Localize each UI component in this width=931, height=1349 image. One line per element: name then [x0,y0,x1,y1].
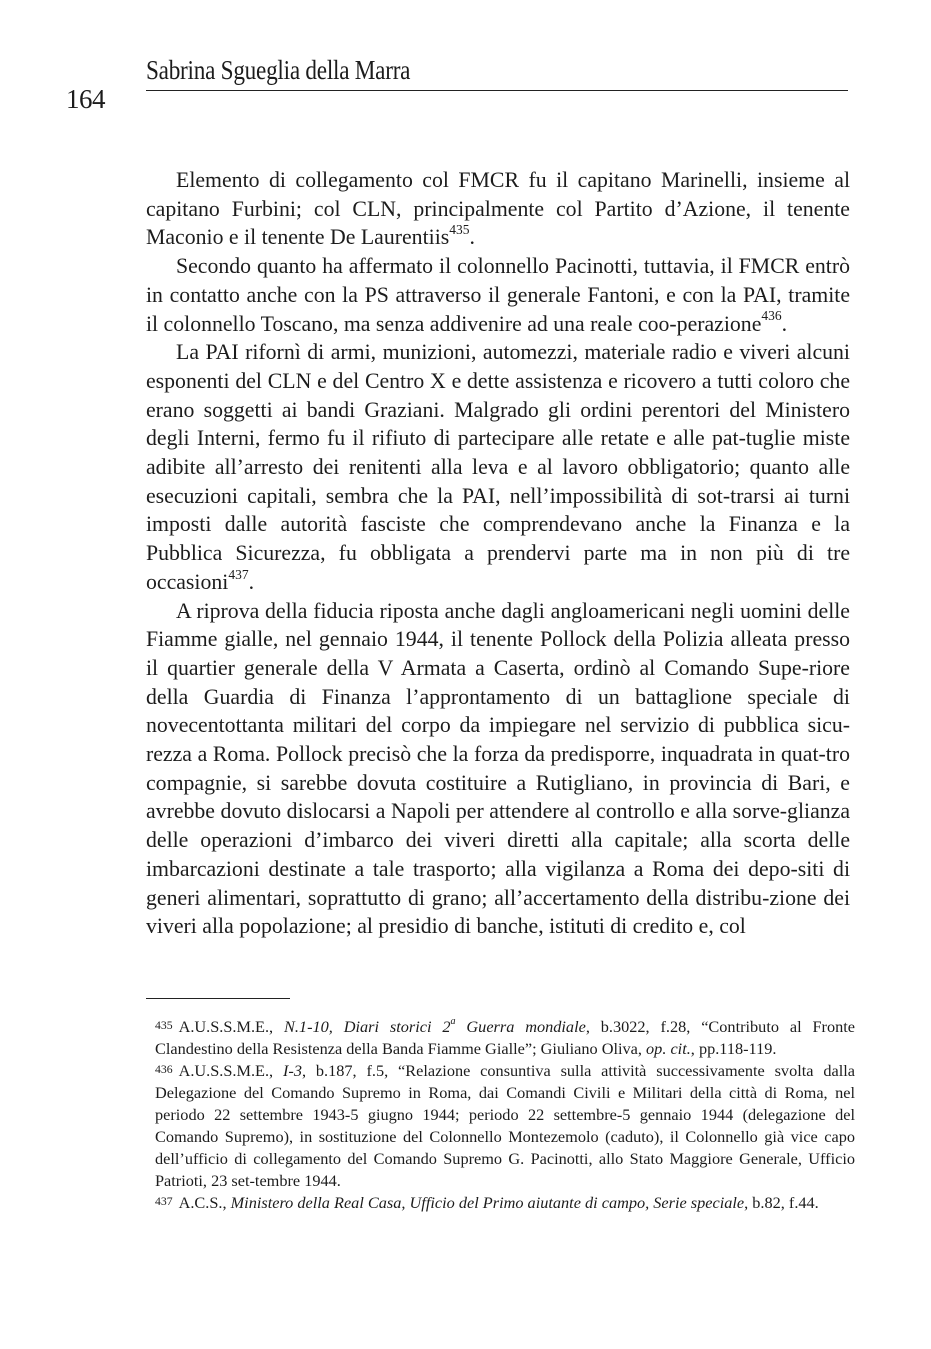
footnote-number: 435 [155,1019,173,1032]
footnote-ref: 437 [228,566,249,582]
paragraph [146,166,850,252]
header-rule [146,90,848,91]
paragraph-text: Elemento di collegamento col FMCR fu il capitano Marinelli, insieme al capitano Furbini; col CLN, principalmente col Partito d’Azione, il tenente Maconio e il tenente De Laurentiis [146,168,850,250]
footnote-text: , b.82, f.44. [744,1193,819,1212]
footnote-ref: 436 [761,308,782,324]
running-header: Sabrina Sgueglia della Marra [146,55,411,85]
footnote-436 [155,1060,855,1192]
paragraph-tail: . [781,311,788,336]
footnote-text: , pp.118-119. [690,1039,777,1058]
paragraph [146,597,850,941]
footnote-text: , b.187, f.5, “Relazione consuntiva sulla attività successivamente svolta dalla Delegazione del Comando Supremo in Roma, dai Comandi Civili e Militari della città di Roma, nel periodo 22 settembre 1943-5 giugno 1944; periodo 22 settembre-5 gennaio 1944 (delegazione del Comando Supremo), in sostituzione del Colonnello Montezemolo (caduto), il Colonnello già vice capo dell’ufficio di collegamento del Comando Supremo G. Pacinotti, allo Stato Maggiore Generale, Ufficio Patrioti, 23 set-tembre 1944. [155,1061,855,1190]
footnote-text: N.1-10, Diari storici 2 [284,1017,451,1036]
paragraph-tail: . [248,569,255,594]
footnote-text: A.U.S.S.M.E., [178,1061,283,1080]
paragraph [146,338,850,596]
footnote-ref: 435 [449,222,470,238]
page-number: 164 [66,84,105,114]
footnote-text: A.U.S.S.M.E., [178,1017,284,1036]
footnote-number: 436 [155,1063,173,1076]
footnote-text: I-3 [282,1061,302,1080]
footnotes [155,1016,855,1214]
footnote-435 [155,1016,855,1060]
footnote-number: 437 [155,1195,173,1208]
footnote-text: , b.3022, f.28, “Contributo al Fronte Clandestino della Resistenza della Banda Fiamme Gialle”; Giuliano Oliva, [155,1017,855,1058]
footnote-text: A.C.S., [178,1193,231,1212]
paragraph-text: La PAI rifornì di armi, munizioni, automezzi, materiale radio e viveri alcuni esponenti del CLN e del Centro X e dette assistenza e ricovero a tutti coloro che erano soggetti ai bandi Graziani. Malgrado gli ordini perentori del Ministero degli Interni, fermo fu il rifiuto di partecipare alle retate e alle pat-tuglie miste adibite all’arresto dei renitenti alla leva e al lavoro obbligatorio; quanto alle esecuzioni capitali, sembra che la PAI, nell’impossibilità di sot-trarsi ai turni imposti dalle autorità fasciste che comprendevano anche la Finanza e la Pubblica Sicurezza, fu obbligata a prendervi parte ma in non più di tre occasioni [146,340,850,594]
footnote-437 [155,1192,855,1214]
paragraph-tail: . [469,225,475,250]
footnote-text: op. cit. [646,1039,691,1058]
main-text [146,166,850,941]
footnote-text: a [450,1016,456,1028]
paragraph-text: A riprova della fiducia riposta anche dagli angloamericani negli uomini delle Fiamme gialle, nel gennaio 1944, il tenente Pollock della Polizia alleata presso il quartier generale della V Armata a Caserta, ordinò al Comando Supe-riore della Guardia di Finanza l’approntamento di un battaglione speciale di novecentottanta militari del corpo da impiegare nel servizio di pubblica sicu-rezza a Roma. Pollock precisò che la forza da predisporre, inquadrata in quat-tro compagnie, si sarebbe dovuta costituire a Rutigliano, in provincia di Bari, e avrebbe dovuto dislocarsi a Napoli per attendere al controllo e alla sorve-glianza delle operazioni d’imbarco dei viveri diretti alla capitale; alla scorta delle imbarcazioni destinate a tale trasporto; alla vigilanza a Roma dei depo-siti di generi alimentari, soprattutto di grano; all’accertamento della distribu-zione dei viveri alla popolazione; al presidio di banche, istituti di credito e, col [146,598,850,939]
paragraph-text: Secondo quanto ha affermato il colonnello Pacinotti, tuttavia, il FMCR entrò in contatto anche con la PS attraverso il generale Fantoni, e con la PAI, tramite il colonnello Toscano, ma senza addivenire ad una reale coo-perazione [146,254,850,336]
paragraph [146,252,850,338]
footnote-text: Ministero della Real Casa, Ufficio del Primo aiutante di campo, Serie speciale [230,1193,745,1212]
footnote-text: Guerra mondiale [455,1017,586,1036]
footnote-rule [146,998,290,999]
